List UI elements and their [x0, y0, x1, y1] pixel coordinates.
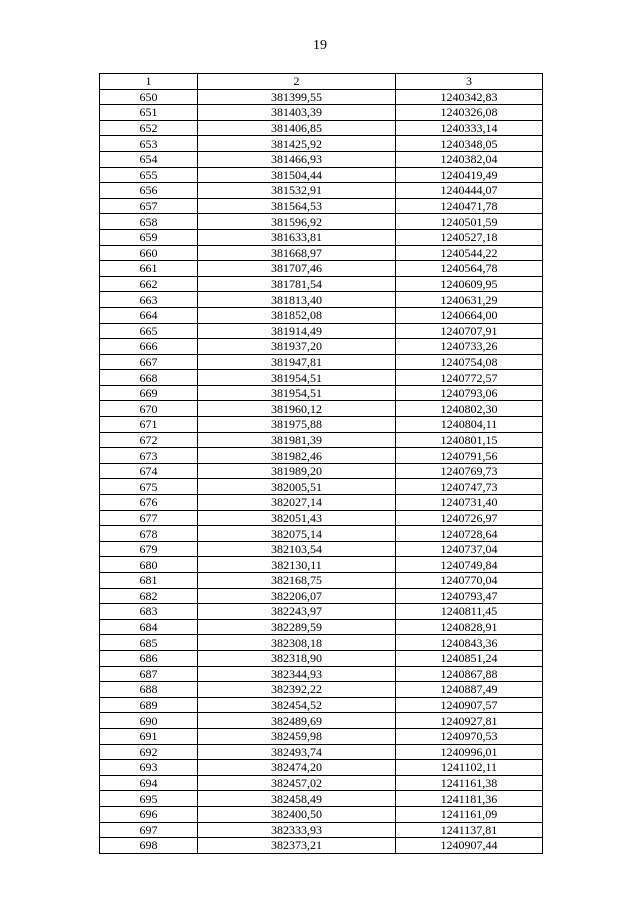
- table-row: [100, 573, 543, 589]
- y-coordinate-cell: 1240726,97: [396, 510, 543, 526]
- table-row: [100, 292, 543, 308]
- x-coordinate-cell: 382454,52: [198, 697, 396, 713]
- x-coordinate-cell: 381954,51: [198, 370, 396, 386]
- table-row: [100, 401, 543, 417]
- y-coordinate-cell: 1240887,49: [396, 682, 543, 698]
- table-row: [100, 354, 543, 370]
- y-coordinate-cell: 1240996,01: [396, 744, 543, 760]
- point-number-cell: 697: [100, 822, 198, 838]
- table-row: [100, 323, 543, 339]
- y-coordinate-cell: 1240907,44: [396, 838, 543, 854]
- table-row: [100, 307, 543, 323]
- table-row: [100, 151, 543, 167]
- x-coordinate-cell: 381781,54: [198, 276, 396, 292]
- column-header-2: 2: [198, 74, 396, 90]
- point-number-cell: 667: [100, 354, 198, 370]
- page-number: 19: [313, 38, 327, 53]
- y-coordinate-cell: 1240801,15: [396, 432, 543, 448]
- y-coordinate-cell: 1240793,06: [396, 385, 543, 401]
- y-coordinate-cell: 1241102,11: [396, 760, 543, 776]
- x-coordinate-cell: 381466,93: [198, 151, 396, 167]
- point-number-cell: 670: [100, 401, 198, 417]
- y-coordinate-cell: 1240867,88: [396, 666, 543, 682]
- x-coordinate-cell: 381975,88: [198, 417, 396, 433]
- table-row: [100, 775, 543, 791]
- x-coordinate-cell: 381399,55: [198, 89, 396, 105]
- table-row: [100, 385, 543, 401]
- x-coordinate-cell: 382308,18: [198, 635, 396, 651]
- x-coordinate-cell: 382400,50: [198, 806, 396, 822]
- table-row: [100, 495, 543, 511]
- table-row: [100, 557, 543, 573]
- x-coordinate-cell: 382459,98: [198, 728, 396, 744]
- table-row: [100, 541, 543, 557]
- y-coordinate-cell: 1240544,22: [396, 245, 543, 261]
- x-coordinate-cell: 381989,20: [198, 463, 396, 479]
- y-coordinate-cell: 1240444,07: [396, 183, 543, 199]
- table-row: [100, 183, 543, 199]
- y-coordinate-cell: 1240527,18: [396, 229, 543, 245]
- y-coordinate-cell: 1240564,78: [396, 261, 543, 277]
- x-coordinate-cell: 382457,02: [198, 775, 396, 791]
- point-number-cell: 661: [100, 261, 198, 277]
- x-coordinate-cell: 382474,20: [198, 760, 396, 776]
- table-row: [100, 838, 543, 854]
- x-coordinate-cell: 382373,21: [198, 838, 396, 854]
- x-coordinate-cell: 382027,14: [198, 495, 396, 511]
- x-coordinate-cell: 381564,53: [198, 198, 396, 214]
- point-number-cell: 665: [100, 323, 198, 339]
- y-coordinate-cell: 1240811,45: [396, 604, 543, 620]
- point-number-cell: 664: [100, 307, 198, 323]
- y-coordinate-cell: 1240631,29: [396, 292, 543, 308]
- x-coordinate-cell: 382318,90: [198, 650, 396, 666]
- x-coordinate-cell: 381981,39: [198, 432, 396, 448]
- x-coordinate-cell: 382289,59: [198, 619, 396, 635]
- y-coordinate-cell: 1240747,73: [396, 479, 543, 495]
- table-row: [100, 728, 543, 744]
- y-coordinate-cell: 1240772,57: [396, 370, 543, 386]
- point-number-cell: 652: [100, 120, 198, 136]
- point-number-cell: 656: [100, 183, 198, 199]
- point-number-cell: 660: [100, 245, 198, 261]
- table-row: [100, 744, 543, 760]
- x-coordinate-cell: 381668,97: [198, 245, 396, 261]
- table-row: [100, 198, 543, 214]
- x-coordinate-cell: 381937,20: [198, 339, 396, 355]
- point-number-cell: 677: [100, 510, 198, 526]
- point-number-cell: 679: [100, 541, 198, 557]
- point-number-cell: 695: [100, 791, 198, 807]
- y-coordinate-cell: 1240907,57: [396, 697, 543, 713]
- y-coordinate-cell: 1240970,53: [396, 728, 543, 744]
- point-number-cell: 692: [100, 744, 198, 760]
- table-row: [100, 261, 543, 277]
- y-coordinate-cell: 1240419,49: [396, 167, 543, 183]
- point-number-cell: 678: [100, 526, 198, 542]
- column-header-1: 1: [100, 74, 198, 90]
- y-coordinate-cell: 1240793,47: [396, 588, 543, 604]
- point-number-cell: 685: [100, 635, 198, 651]
- y-coordinate-cell: 1240348,05: [396, 136, 543, 152]
- y-coordinate-cell: 1240769,73: [396, 463, 543, 479]
- x-coordinate-cell: 381633,81: [198, 229, 396, 245]
- table-row: [100, 588, 543, 604]
- point-number-cell: 688: [100, 682, 198, 698]
- y-coordinate-cell: 1240754,08: [396, 354, 543, 370]
- x-coordinate-cell: 382103,54: [198, 541, 396, 557]
- point-number-cell: 686: [100, 650, 198, 666]
- table-row: [100, 806, 543, 822]
- table-body: [100, 89, 543, 853]
- point-number-cell: 698: [100, 838, 198, 854]
- point-number-cell: 658: [100, 214, 198, 230]
- point-number-cell: 663: [100, 292, 198, 308]
- table-row: [100, 370, 543, 386]
- y-coordinate-cell: 1240851,24: [396, 650, 543, 666]
- coordinates-table: [99, 73, 543, 854]
- y-coordinate-cell: 1240828,91: [396, 619, 543, 635]
- point-number-cell: 657: [100, 198, 198, 214]
- point-number-cell: 672: [100, 432, 198, 448]
- y-coordinate-cell: 1240609,95: [396, 276, 543, 292]
- x-coordinate-cell: 382458,49: [198, 791, 396, 807]
- point-number-cell: 655: [100, 167, 198, 183]
- table-row: [100, 463, 543, 479]
- table-row: [100, 682, 543, 698]
- x-coordinate-cell: 381960,12: [198, 401, 396, 417]
- table-row: [100, 276, 543, 292]
- x-coordinate-cell: 382075,14: [198, 526, 396, 542]
- y-coordinate-cell: 1241181,36: [396, 791, 543, 807]
- point-number-cell: 654: [100, 151, 198, 167]
- x-coordinate-cell: 382392,22: [198, 682, 396, 698]
- point-number-cell: 651: [100, 105, 198, 121]
- header-row: [100, 74, 543, 90]
- x-coordinate-cell: 382333,93: [198, 822, 396, 838]
- x-coordinate-cell: 382243,97: [198, 604, 396, 620]
- table-row: [100, 105, 543, 121]
- y-coordinate-cell: 1240664,00: [396, 307, 543, 323]
- y-coordinate-cell: 1240471,78: [396, 198, 543, 214]
- y-coordinate-cell: 1240802,30: [396, 401, 543, 417]
- y-coordinate-cell: 1240749,84: [396, 557, 543, 573]
- x-coordinate-cell: 381425,92: [198, 136, 396, 152]
- y-coordinate-cell: 1240707,91: [396, 323, 543, 339]
- table-row: [100, 526, 543, 542]
- table-row: [100, 650, 543, 666]
- table-row: [100, 510, 543, 526]
- point-number-cell: 650: [100, 89, 198, 105]
- x-coordinate-cell: 381596,92: [198, 214, 396, 230]
- y-coordinate-cell: 1240737,04: [396, 541, 543, 557]
- x-coordinate-cell: 381813,40: [198, 292, 396, 308]
- table-row: [100, 713, 543, 729]
- table-row: [100, 791, 543, 807]
- table-row: [100, 120, 543, 136]
- point-number-cell: 668: [100, 370, 198, 386]
- y-coordinate-cell: 1240728,64: [396, 526, 543, 542]
- point-number-cell: 662: [100, 276, 198, 292]
- point-number-cell: 689: [100, 697, 198, 713]
- point-number-cell: 693: [100, 760, 198, 776]
- y-coordinate-cell: 1240804,11: [396, 417, 543, 433]
- y-coordinate-cell: 1241161,38: [396, 775, 543, 791]
- x-coordinate-cell: 382051,43: [198, 510, 396, 526]
- point-number-cell: 690: [100, 713, 198, 729]
- table-row: [100, 604, 543, 620]
- table-row: [100, 167, 543, 183]
- point-number-cell: 669: [100, 385, 198, 401]
- y-coordinate-cell: 1240382,04: [396, 151, 543, 167]
- x-coordinate-cell: 382130,11: [198, 557, 396, 573]
- table-row: [100, 432, 543, 448]
- table-row: [100, 89, 543, 105]
- point-number-cell: 659: [100, 229, 198, 245]
- y-coordinate-cell: 1240791,56: [396, 448, 543, 464]
- point-number-cell: 673: [100, 448, 198, 464]
- x-coordinate-cell: 382168,75: [198, 573, 396, 589]
- table-row: [100, 635, 543, 651]
- table-row: [100, 448, 543, 464]
- table-row: [100, 666, 543, 682]
- table-row: [100, 417, 543, 433]
- y-coordinate-cell: 1240501,59: [396, 214, 543, 230]
- table-row: [100, 697, 543, 713]
- table-row: [100, 479, 543, 495]
- point-number-cell: 666: [100, 339, 198, 355]
- y-coordinate-cell: 1240342,83: [396, 89, 543, 105]
- point-number-cell: 684: [100, 619, 198, 635]
- y-coordinate-cell: 1240333,14: [396, 120, 543, 136]
- y-coordinate-cell: 1240770,04: [396, 573, 543, 589]
- column-header-3: 3: [396, 74, 543, 90]
- table-row: [100, 619, 543, 635]
- point-number-cell: 681: [100, 573, 198, 589]
- x-coordinate-cell: 382489,69: [198, 713, 396, 729]
- point-number-cell: 676: [100, 495, 198, 511]
- point-number-cell: 694: [100, 775, 198, 791]
- x-coordinate-cell: 382206,07: [198, 588, 396, 604]
- y-coordinate-cell: 1241161,09: [396, 806, 543, 822]
- x-coordinate-cell: 381532,91: [198, 183, 396, 199]
- point-number-cell: 675: [100, 479, 198, 495]
- table-row: [100, 229, 543, 245]
- y-coordinate-cell: 1240731,40: [396, 495, 543, 511]
- x-coordinate-cell: 381406,85: [198, 120, 396, 136]
- x-coordinate-cell: 381852,08: [198, 307, 396, 323]
- x-coordinate-cell: 381707,46: [198, 261, 396, 277]
- x-coordinate-cell: 382005,51: [198, 479, 396, 495]
- point-number-cell: 674: [100, 463, 198, 479]
- x-coordinate-cell: 381403,39: [198, 105, 396, 121]
- table-row: [100, 339, 543, 355]
- y-coordinate-cell: 1240326,08: [396, 105, 543, 121]
- point-number-cell: 683: [100, 604, 198, 620]
- point-number-cell: 653: [100, 136, 198, 152]
- y-coordinate-cell: 1240927,81: [396, 713, 543, 729]
- table-row: [100, 760, 543, 776]
- x-coordinate-cell: 381954,51: [198, 385, 396, 401]
- point-number-cell: 680: [100, 557, 198, 573]
- x-coordinate-cell: 381947,81: [198, 354, 396, 370]
- table-row: [100, 822, 543, 838]
- table-row: [100, 245, 543, 261]
- x-coordinate-cell: 381982,46: [198, 448, 396, 464]
- table-header: [100, 74, 543, 90]
- point-number-cell: 696: [100, 806, 198, 822]
- x-coordinate-cell: 382344,93: [198, 666, 396, 682]
- x-coordinate-cell: 381914,49: [198, 323, 396, 339]
- table-row: [100, 136, 543, 152]
- x-coordinate-cell: 381504,44: [198, 167, 396, 183]
- table-row: [100, 214, 543, 230]
- x-coordinate-cell: 382493,74: [198, 744, 396, 760]
- y-coordinate-cell: 1240733,26: [396, 339, 543, 355]
- y-coordinate-cell: 1241137,81: [396, 822, 543, 838]
- point-number-cell: 687: [100, 666, 198, 682]
- y-coordinate-cell: 1240843,36: [396, 635, 543, 651]
- point-number-cell: 671: [100, 417, 198, 433]
- point-number-cell: 691: [100, 728, 198, 744]
- point-number-cell: 682: [100, 588, 198, 604]
